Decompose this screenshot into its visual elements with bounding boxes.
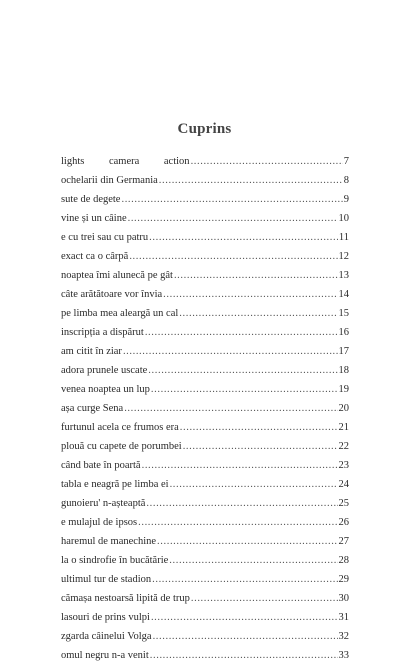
dot-leader: [183, 437, 338, 456]
toc-entry-title: inscripția a dispărut: [61, 327, 144, 338]
dot-leader: [191, 589, 338, 608]
toc-entry: [61, 209, 349, 228]
toc-entry-title: tabla e neagră pe limba ei: [61, 479, 169, 490]
toc-entry: [61, 418, 349, 437]
dot-leader: [149, 228, 338, 247]
toc-entry-title: e cu trei sau cu patru: [61, 232, 149, 243]
toc-entry: [61, 532, 349, 551]
toc-entry: [61, 494, 349, 513]
dot-leader: [157, 532, 337, 551]
toc-entry-page: 29: [338, 574, 349, 585]
toc-entry-page: 18: [338, 365, 349, 376]
toc-entry: [61, 380, 349, 399]
toc-entry-page: 19: [338, 384, 349, 395]
dot-leader: [146, 494, 337, 513]
toc-entry: [61, 285, 349, 304]
toc-entry-page: 15: [338, 308, 349, 319]
dot-leader: [151, 380, 338, 399]
toc-entry-page: 26: [338, 517, 349, 528]
toc-entry: [61, 399, 349, 418]
toc-entry-title: când bate în poartă: [61, 460, 141, 471]
toc-entry-title: noaptea îmi alunecă pe gât: [61, 270, 173, 281]
dot-leader: [153, 627, 338, 646]
toc-entry-title: câte arătătoare vor învia: [61, 289, 163, 300]
dot-leader: [159, 171, 343, 190]
toc-entry: [61, 475, 349, 494]
toc-entry: [61, 646, 349, 665]
toc-entry-title: exact ca o cârpă: [61, 251, 129, 262]
dot-leader: [129, 247, 337, 266]
toc-entry-page: 21: [338, 422, 349, 433]
toc-entry-title: sute de degete: [61, 194, 121, 205]
page-title: Cuprins: [177, 121, 232, 137]
toc-entry: [61, 323, 349, 342]
toc-entry-page: 10: [338, 213, 349, 224]
table-of-contents: [61, 152, 349, 665]
dot-leader: [170, 475, 338, 494]
dot-leader: [150, 646, 338, 665]
dot-leader: [151, 608, 338, 627]
toc-entry-title: lasouri de prins vulpi: [61, 612, 150, 623]
toc-entry: [61, 570, 349, 589]
toc-entry: [61, 456, 349, 475]
toc-entry: [61, 513, 349, 532]
toc-entry-title: zgarda câinelui Volga: [61, 631, 152, 642]
toc-entry-page: 7: [343, 156, 349, 167]
toc-entry: [61, 304, 349, 323]
toc-entry: [61, 190, 349, 209]
toc-entry-page: 11: [338, 232, 349, 243]
toc-entry-page: 23: [338, 460, 349, 471]
toc-entry-page: 9: [343, 194, 349, 205]
toc-entry-title: ultimul tur de stadion: [61, 574, 152, 585]
dot-leader: [121, 190, 342, 209]
toc-entry-page: 16: [338, 327, 349, 338]
toc-entry-page: 20: [338, 403, 349, 414]
toc-entry-page: 12: [338, 251, 349, 262]
dot-leader: [138, 513, 337, 532]
toc-entry-page: 30: [338, 593, 349, 604]
toc-entry: [61, 551, 349, 570]
toc-entry-page: 27: [338, 536, 349, 547]
toc-entry-title: gunoieru' n-așteaptă: [61, 498, 146, 509]
toc-entry: [61, 266, 349, 285]
toc-entry: [61, 627, 349, 646]
toc-entry-title: venea noaptea un lup: [61, 384, 150, 395]
dot-leader: [169, 551, 337, 570]
toc-entry: [61, 152, 349, 171]
dot-leader: [148, 361, 337, 380]
dot-leader: [124, 399, 337, 418]
toc-entry-title: haremul de manechine: [61, 536, 157, 547]
toc-entry-page: 28: [338, 555, 349, 566]
toc-entry: [61, 247, 349, 266]
toc-entry-title: furtunul acela ce frumos era: [61, 422, 179, 433]
toc-entry-page: 14: [338, 289, 349, 300]
toc-entry-title: cămașa nestoarsă lipită de trup: [61, 593, 190, 604]
toc-entry-page: 17: [338, 346, 349, 357]
dot-leader: [152, 570, 337, 589]
toc-entry-title: lights camera action: [61, 156, 190, 167]
dot-leader: [191, 152, 343, 171]
toc-entry-title: ochelarii din Germania: [61, 175, 158, 186]
dot-leader: [145, 323, 338, 342]
toc-entry: [61, 361, 349, 380]
toc-entry-title: pe limba mea aleargă un cal: [61, 308, 179, 319]
dot-leader: [179, 304, 337, 323]
toc-entry-title: am citit în ziar: [61, 346, 122, 357]
toc-entry-page: 31: [338, 612, 349, 623]
toc-entry-page: 32: [338, 631, 349, 642]
dot-leader: [174, 266, 338, 285]
toc-entry: [61, 589, 349, 608]
toc-entry: [61, 342, 349, 361]
toc-entry: [61, 171, 349, 190]
toc-entry: [61, 437, 349, 456]
dot-leader: [163, 285, 337, 304]
toc-entry-page: 25: [338, 498, 349, 509]
toc-entry-title: la o sindrofie în bucătărie: [61, 555, 169, 566]
toc-entry-page: 22: [338, 441, 349, 452]
toc-entry-title: omul negru n-a venit: [61, 650, 149, 661]
toc-entry-title: așa curge Sena: [61, 403, 124, 414]
toc-entry: [61, 608, 349, 627]
toc-entry-title: vine și un câine: [61, 213, 127, 224]
toc-entry: [61, 228, 349, 247]
toc-entry-title: e mulajul de ipsos: [61, 517, 138, 528]
toc-entry-page: 33: [338, 650, 349, 661]
toc-entry-page: 8: [343, 175, 349, 186]
dot-leader: [142, 456, 338, 475]
dot-leader: [180, 418, 338, 437]
toc-entry-page: 13: [338, 270, 349, 281]
toc-entry-page: 24: [338, 479, 349, 490]
toc-entry-title: plouă cu capete de porumbei: [61, 441, 182, 452]
dot-leader: [128, 209, 338, 228]
toc-entry-title: adora prunele uscate: [61, 365, 148, 376]
dot-leader: [123, 342, 338, 361]
